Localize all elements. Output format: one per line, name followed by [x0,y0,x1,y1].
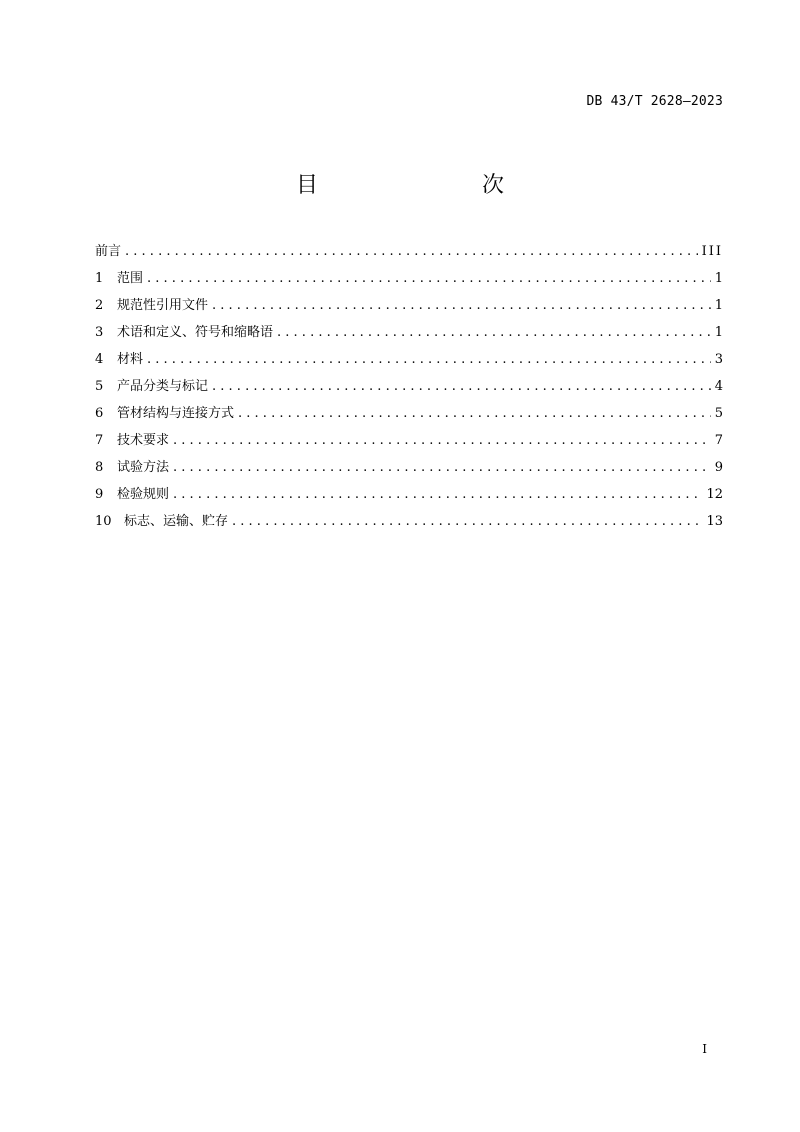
toc-entry-classification[interactable] [95,377,723,404]
dot-leader [147,350,711,370]
toc-entry-page: 5 [714,406,723,421]
toc-entry-number: 10 [95,514,112,529]
dot-leader [173,485,702,505]
toc-entry-number: 8 [95,460,104,475]
toc-entry-requirements[interactable] [95,431,723,458]
toc-entry-label: 前言 [95,244,122,259]
dot-leader [212,377,711,397]
page-title: 目 次 [295,173,544,198]
toc-entry-page: 1 [714,271,723,286]
toc-entry-number: 2 [95,298,104,313]
dot-leader [238,404,711,424]
toc-entry-label: 术语和定义、符号和缩略语 [117,325,274,340]
toc-entry-test-methods[interactable] [95,458,723,485]
toc-entry-materials[interactable] [95,350,723,377]
toc-entry-label: 试验方法 [117,460,170,475]
toc-entry-label: 管材结构与连接方式 [117,406,235,421]
toc-entry-page: 1 [714,298,723,313]
toc-entry-normative-references[interactable] [95,296,723,323]
toc-entry-number: 9 [95,487,104,502]
dot-leader [173,458,711,478]
standard-code: DB 43/T 2628—2023 [586,94,723,109]
toc-entry-page: 1 [714,325,723,340]
toc-entry-terms[interactable] [95,323,723,350]
table-of-contents [95,242,723,539]
dot-leader [125,242,698,262]
dot-leader [147,269,711,289]
toc-entry-page: 3 [714,352,723,367]
toc-entry-label: 检验规则 [117,487,170,502]
toc-entry-scope[interactable] [95,269,723,296]
toc-entry-number: 5 [95,379,104,394]
toc-entry-label: 技术要求 [117,433,170,448]
toc-entry-page: 7 [714,433,723,448]
toc-entry-label: 规范性引用文件 [117,298,209,313]
toc-entry-inspection-rules[interactable] [95,485,723,512]
toc-entry-number: 1 [95,271,104,286]
toc-entry-page: 12 [706,487,723,502]
toc-entry-number: 6 [95,406,104,421]
toc-entry-page: III [701,244,723,259]
toc-entry-number: 4 [95,352,104,367]
page-number: I [702,1042,707,1056]
toc-entry-label: 产品分类与标记 [117,379,209,394]
dot-leader [173,431,711,451]
toc-entry-page: 9 [714,460,723,475]
toc-entry-number: 7 [95,433,104,448]
dot-leader [232,512,702,532]
toc-entry-label: 标志、运输、贮存 [124,514,229,529]
dot-leader [277,323,711,343]
dot-leader [212,296,711,316]
toc-entry-page: 13 [706,514,723,529]
toc-entry-label: 材料 [117,352,144,367]
toc-entry-page: 4 [714,379,723,394]
toc-entry-marking-transport-storage[interactable] [95,512,723,539]
toc-entry-number: 3 [95,325,104,340]
toc-entry-foreword[interactable] [95,242,723,269]
toc-entry-structure[interactable] [95,404,723,431]
toc-entry-label: 范围 [117,271,144,286]
